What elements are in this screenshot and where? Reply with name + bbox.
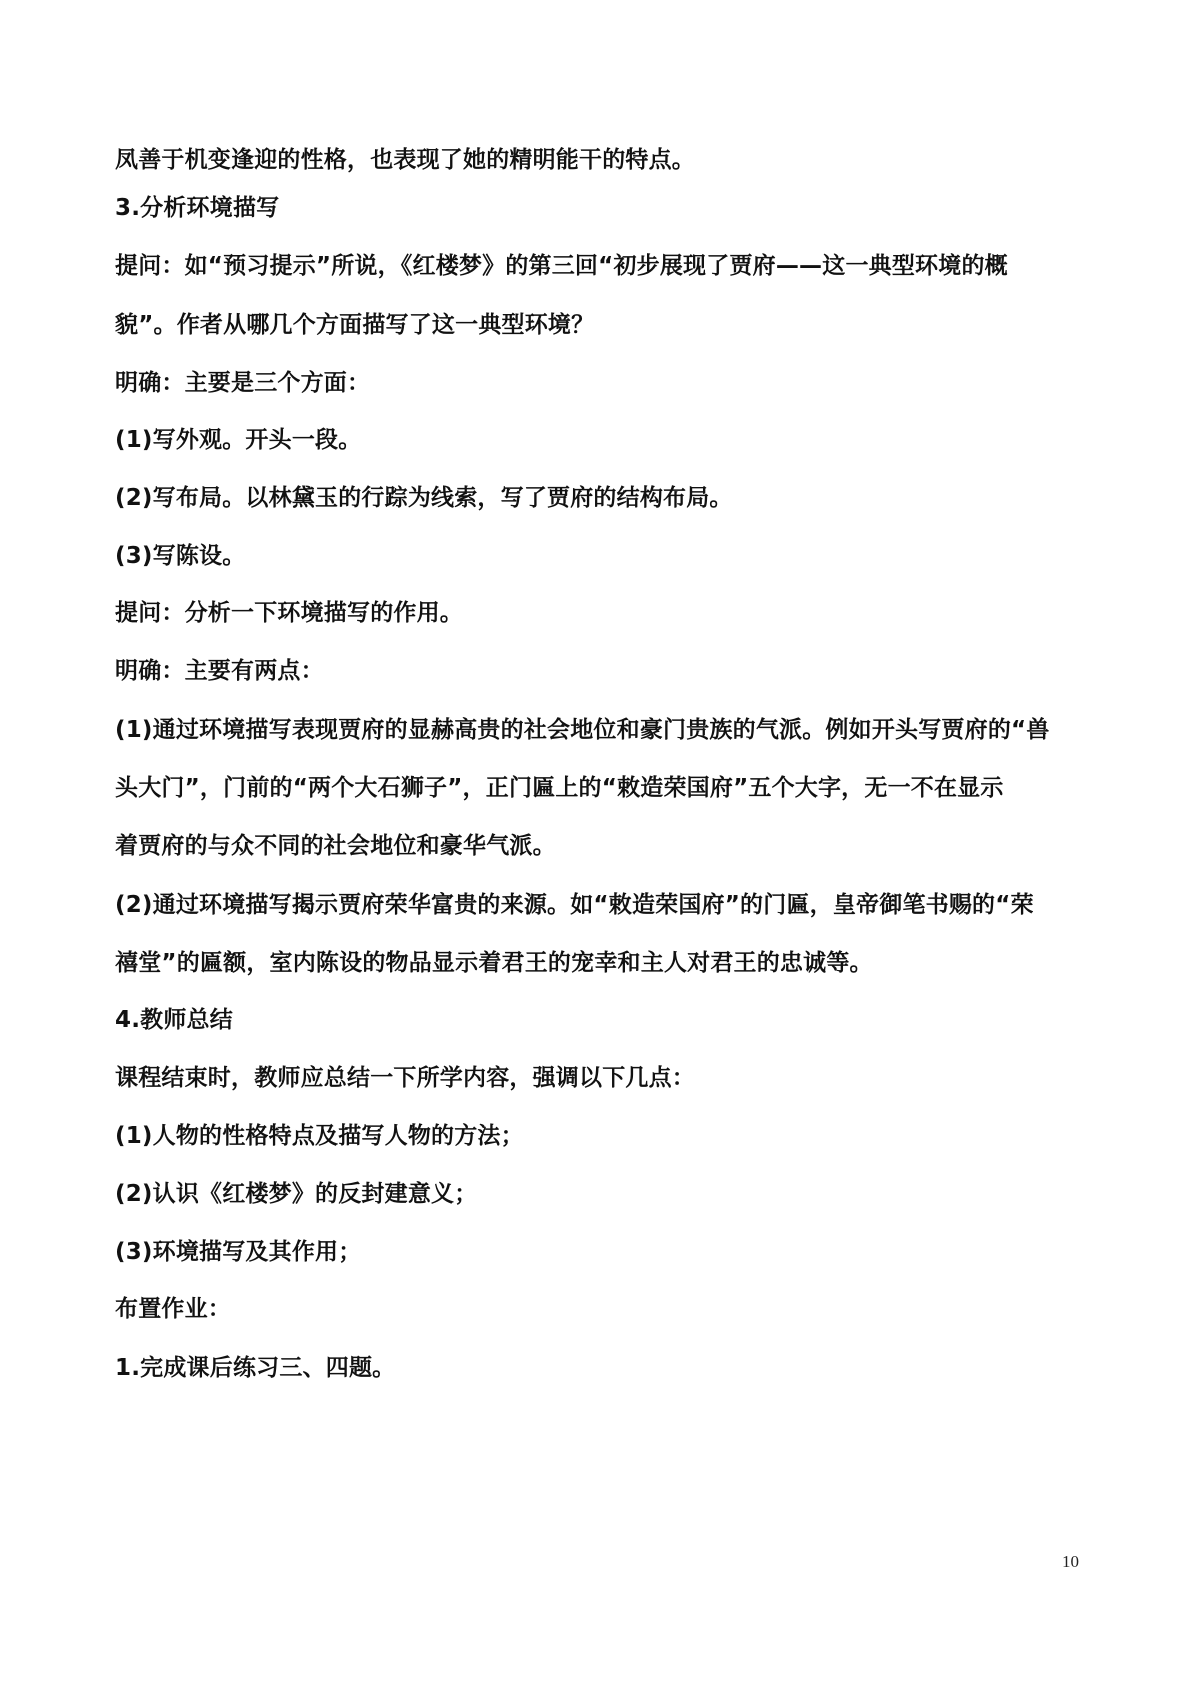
text-line: 明确：主要是三个方面： — [115, 370, 371, 396]
list-item: (2)通过环境描写揭示贾府荣华富贵的来源。如“敕造荣国府”的门匾，皇帝御笔书赐的“荣 — [115, 892, 1034, 918]
list-item: (1)通过环境描写表现贾府的显赫高贵的社会地位和豪门贵族的气派。例如开头写贾府的“兽 — [115, 717, 1050, 743]
section-heading: 4.教师总结 — [115, 1007, 233, 1033]
text-line: 禧堂”的匾额，室内陈设的物品显示着君王的宠幸和主人对君王的忠诚等。 — [115, 950, 873, 976]
list-item: (3)环境描写及其作用； — [115, 1239, 362, 1265]
section-heading: 3.分析环境描写 — [115, 195, 280, 221]
text-line: 提问：如“预习提示”所说，《红楼梦》的第三回“初步展现了贾府——这一典型环境的概 — [115, 253, 1008, 279]
list-item: (1)人物的性格特点及描写人物的方法； — [115, 1123, 524, 1149]
text-line: 凤善于机变逢迎的性格，也表现了她的精明能干的特点。 — [115, 147, 695, 173]
text-line: 布置作业： — [115, 1296, 231, 1322]
list-item: (2)写布局。以林黛玉的行踪为线索，写了贾府的结构布局。 — [115, 485, 733, 511]
page-number: 10 — [1062, 1552, 1079, 1571]
text-line: 貌”。作者从哪几个方面描写了这一典型环境？ — [115, 312, 595, 338]
list-item: 1.完成课后练习三、四题。 — [115, 1355, 396, 1381]
text-line: 着贾府的与众不同的社会地位和豪华气派。 — [115, 833, 556, 859]
text-line: 课程结束时，教师应总结一下所学内容，强调以下几点： — [115, 1065, 695, 1091]
text-line: 提问：分析一下环境描写的作用。 — [115, 600, 463, 626]
list-item: (2)认识《红楼梦》的反封建意义； — [115, 1181, 478, 1207]
list-item: (1)写外观。开头一段。 — [115, 427, 362, 453]
text-line: 头大门”，门前的“两个大石狮子”，正门匾上的“敕造荣国府”五个大字，无一不在显示 — [115, 775, 1004, 801]
text-line: 明确：主要有两点： — [115, 658, 324, 684]
list-item: (3)写陈设。 — [115, 543, 246, 569]
